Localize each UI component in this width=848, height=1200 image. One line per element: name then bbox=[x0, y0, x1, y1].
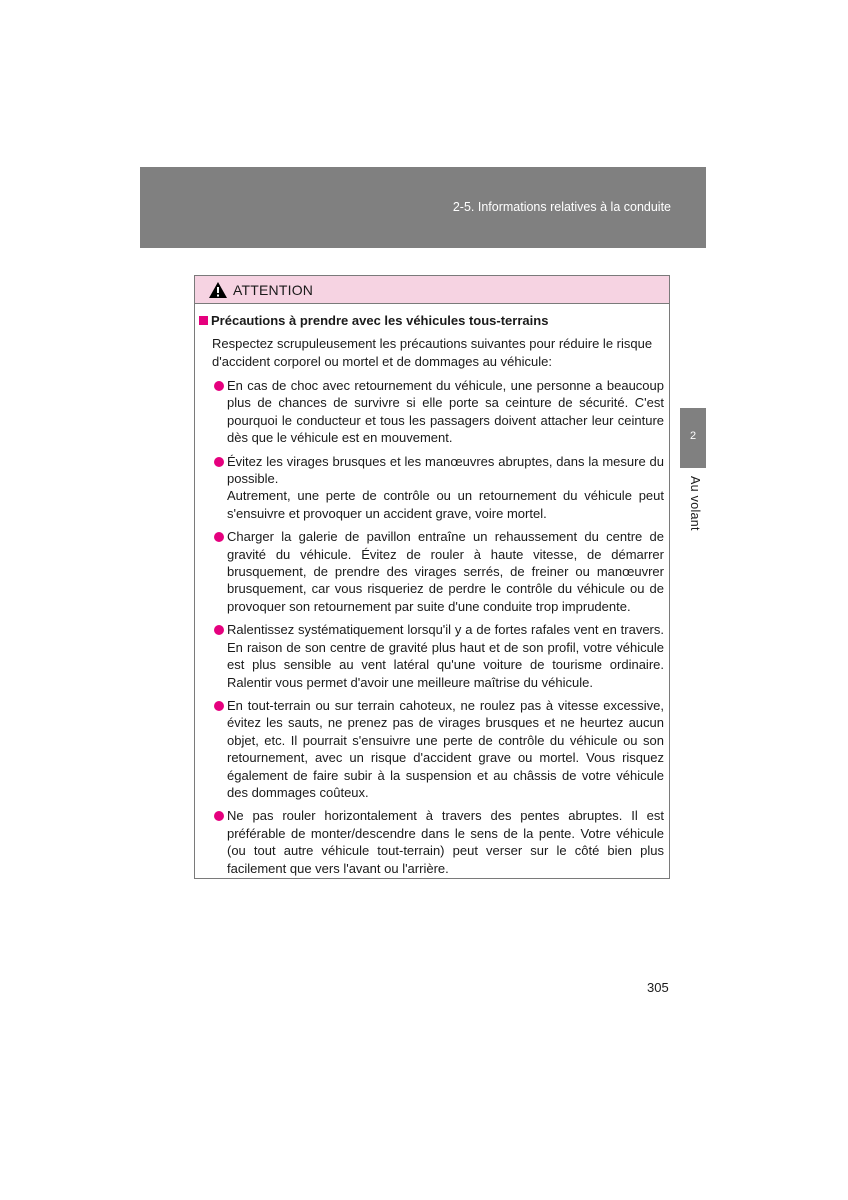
list-item bbox=[199, 697, 664, 801]
warning-triangle-icon bbox=[208, 281, 228, 299]
list-item-text-continued: Autrement, une perte de contrôle ou un retournement du véhicule peut s'ensuivre et provoquer un accident grave, voire mortel. bbox=[227, 488, 664, 521]
bullet-dot-icon bbox=[214, 811, 224, 821]
list-item-text: Charger la galerie de pavillon entraîne un rehaussement du centre de gravité du véhicule. Évitez de rouler à haute vitesse, de démarrer brusquement, de prendre des virages serrés, de freiner ou manœuvrer brusquement, car vous risqueriez de perdre le contrôle du véhicule ou de provoquer son retournement par suite d'une conduite trop imprudente. bbox=[227, 529, 664, 614]
list-item-text: Ralentissez systématiquement lorsqu'il y a de fortes rafales vent en travers. En raison de son centre de gravité plus haut et de son profil, votre véhicule est plus sensible au vent latéral qu'une voiture de tourisme ordinaire. Ralentir vous permet d'avoir une meilleure maîtrise du véhicule. bbox=[227, 622, 664, 690]
warning-body bbox=[195, 304, 669, 877]
list-item bbox=[199, 453, 664, 523]
section-title: 2-5. Informations relatives à la conduite bbox=[452, 200, 671, 214]
list-item-text: Ne pas rouler horizontalement à travers des pentes abruptes. Il est préférable de monter/descendre dans le sens de la pente. Votre véhicule (ou tout autre véhicule tout-terrain) peut verser sur le côté bien plus facilement que vers l'avant ou l'arrière. bbox=[227, 808, 664, 876]
chapter-label: Au volant bbox=[688, 476, 702, 531]
list-item-text: Évitez les virages brusques et les manœuvres abruptes, dans la mesure du possible. bbox=[227, 453, 664, 487]
warning-items bbox=[199, 377, 664, 877]
page-number: 305 bbox=[647, 980, 669, 995]
bullet-dot-icon bbox=[214, 625, 224, 635]
warning-label: ATTENTION bbox=[233, 281, 314, 298]
warning-subtitle bbox=[199, 313, 664, 328]
bullet-dot-icon bbox=[214, 701, 224, 711]
warning-intro: Respectez scrupuleusement les précautions suivantes pour réduire le risque d'accident corporel ou mortel et de dommages au véhicule: bbox=[212, 336, 653, 369]
list-item bbox=[199, 528, 664, 615]
chapter-tab bbox=[680, 408, 706, 468]
warning-box bbox=[194, 275, 670, 879]
section-header-bar bbox=[140, 167, 706, 248]
list-item-text: En tout-terrain ou sur terrain cahoteux, ne roulez pas à vitesse excessive, évitez les sauts, ne prenez pas de virages brusques et ne heurtez aucun objet, etc. Il pourrait s'ensuivre une perte de contrôle du véhicule ou son retournement, avec un risque d'accident grave ou mortel. Vous risquez également de faire subir à la suspension et au châssis de votre véhicule des dommages coûteux. bbox=[227, 697, 664, 800]
bullet-dot-icon bbox=[214, 457, 224, 467]
bullet-dot-icon bbox=[214, 532, 224, 542]
square-bullet-icon bbox=[199, 316, 208, 325]
list-item bbox=[199, 807, 664, 877]
list-item-text: En cas de choc avec retournement du véhicule, une personne a beaucoup plus de chances de survivre si elle porte sa ceinture de sécurité. C'est pourquoi le conducteur et tous les passagers doivent attacher leur ceinture dès que le véhicule est en mouvement. bbox=[227, 378, 664, 446]
chapter-number: 2 bbox=[689, 430, 697, 442]
list-item bbox=[199, 621, 664, 691]
warning-header bbox=[195, 276, 669, 304]
list-item bbox=[199, 377, 664, 447]
bullet-dot-icon bbox=[214, 381, 224, 391]
warning-subtitle-text: Précautions à prendre avec les véhicules tous-terrains bbox=[211, 313, 549, 328]
